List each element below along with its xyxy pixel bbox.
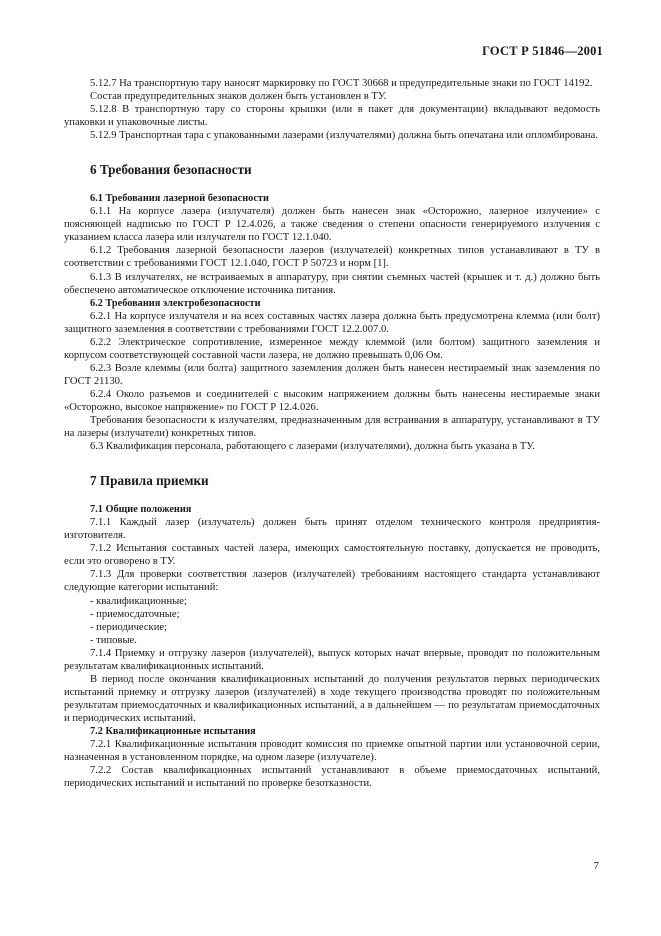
paragraph-5-12-8: 5.12.8 В транспортную тару со стороны крышки (или в пакет для документации) вкладывают ведомость упаковки и упаковочные листы. [64,104,600,129]
paragraph-6-1-3: 6.1.3 В излучателях, не встраиваемых в аппаратуру, при снятии съемных частей (крышек и т. д.) должно быть обеспечено автоматическое отключение источника питания. [64,271,600,296]
paragraph-6-2-2: 6.2.2 Электрическое сопротивление, измеренное между клеммой (или болтом) защитного заземления и корпусом соответствующей составной части лазера, не должно превышать 0,06 Ом. [64,336,600,361]
subsection-7-1-title: 7.1 Общие положения [90,504,192,516]
subsection-6-2-title: 6.2 Требования электробезопасности [90,297,261,309]
paragraph-7-1-4b: В период после окончания квалификационных испытаний до получения результатов первых периодических испытаний приемку и отгрузку лазеров (излучателей) в ходе текущего производства проводят по положительным результатам приемосдаточных и квалификационных испытаний, а в дальнейшем — по результатам приемосдаточных и периодических испытаний. [64,673,600,724]
section-6-title: 6 Требования безопасности [90,162,252,178]
page-number: 7 [593,860,599,872]
list-item: - приемосдаточные; [90,608,180,620]
paragraph-6-2-5: Требования безопасности к излучателям, предназначенным для встраивания в аппаратуру, устанавливают в ТУ на лазеры (излучатели) конкретных типов. [64,415,600,440]
paragraph-5-12-7: 5.12.7 На транспортную тару наносят маркировку по ГОСТ 30668 и предупредительные знаки по ГОСТ 14192. [90,78,593,89]
paragraph-5-12-9: 5.12.9 Транспортная тара с упакованными лазерами (излучателями) должна быть опечатана или опломбирована. [90,130,598,142]
paragraph-6-3: 6.3 Квалификация персонала, работающего с лазерами (излучателями), должна быть указана в ТУ. [90,441,535,453]
paragraph-7-2-1: 7.2.1 Квалификационные испытания проводит комиссия по приемке опытной партии или установочной серии, назначенная в установленном порядке, на одном лазере (излучателе). [64,739,600,764]
paragraph-7-2-2: 7.2.2 Состав квалификационных испытаний устанавливают в объеме приемосдаточных испытаний, периодических испытаний и испытаний по проверке безотказности. [64,765,600,790]
paragraph-7-1-4: 7.1.4 Приемку и отгрузку лазеров (излучателей), выпуск которых начат впервые, проводят по положительным результатам квалификационных испытаний. [64,647,600,672]
paragraph-6-1-1: 6.1.1 На корпусе лазера (излучателя) должен быть нанесен знак «Осторожно, лазерное излучение» с поясняющей надписью по ГОСТ Р 12.4.026, а также сведения о степени опасности генерируемого излучения с указанием класса лазера или излучателя по ГОСТ 12.1.040. [64,206,600,244]
list-item: - периодические; [90,621,168,633]
list-item: - типовые. [90,634,137,646]
subsection-7-2-title: 7.2 Квалификационные испытания [90,725,256,737]
paragraph-7-1-3: 7.1.3 Для проверки соответствия лазеров (излучателей) требованиям настоящего стандарта устанавливают следующие категории испытаний: [64,569,600,594]
section-7-title: 7 Правила приемки [90,473,209,489]
subsection-6-1-title: 6.1 Требования лазерной безопасности [90,193,269,205]
paragraph-5-12-7b: Состав предупредительных знаков должен быть установлен в ТУ. [90,91,387,103]
paragraph-6-2-4: 6.2.4 Около разъемов и соединителей с высоким напряжением должны быть нанесены нестираемые знаки «Осторожно, высокое напряжение» по ГОСТ Р 12.4.026. [64,388,600,413]
paragraph-6-2-3: 6.2.3 Возле клеммы (или болта) защитного заземления должен быть нанесен нестираемый знак заземления по ГОСТ 21130. [64,362,600,387]
paragraph-6-2-1: 6.2.1 На корпусе излучателя и на всех составных частях лазера должна быть предусмотрена клемма (или болт) защитного заземления в соответствии с требованиями ГОСТ 12.2.007.0. [64,310,600,335]
paragraph-7-1-1: 7.1.1 Каждый лазер (излучатель) должен быть принят отделом технического контроля предприятия-изготовителя. [64,517,600,542]
paragraph-6-1-2: 6.1.2 Требования лазерной безопасности лазеров (излучателей) конкретных типов устанавливают в ТУ в соответствии с требованиями ГОСТ 12.1.040, ГОСТ Р 50723 и норм [1]. [64,245,600,270]
list-item: - квалификационные; [90,595,187,607]
paragraph-7-1-2: 7.1.2 Испытания составных частей лазера, имеющих самостоятельную поставку, допускается не проводить, если это оговорено в ТУ. [64,543,600,568]
page-content [64,77,600,790]
standard-id-header: ГОСТ Р 51846—2001 [482,44,603,58]
